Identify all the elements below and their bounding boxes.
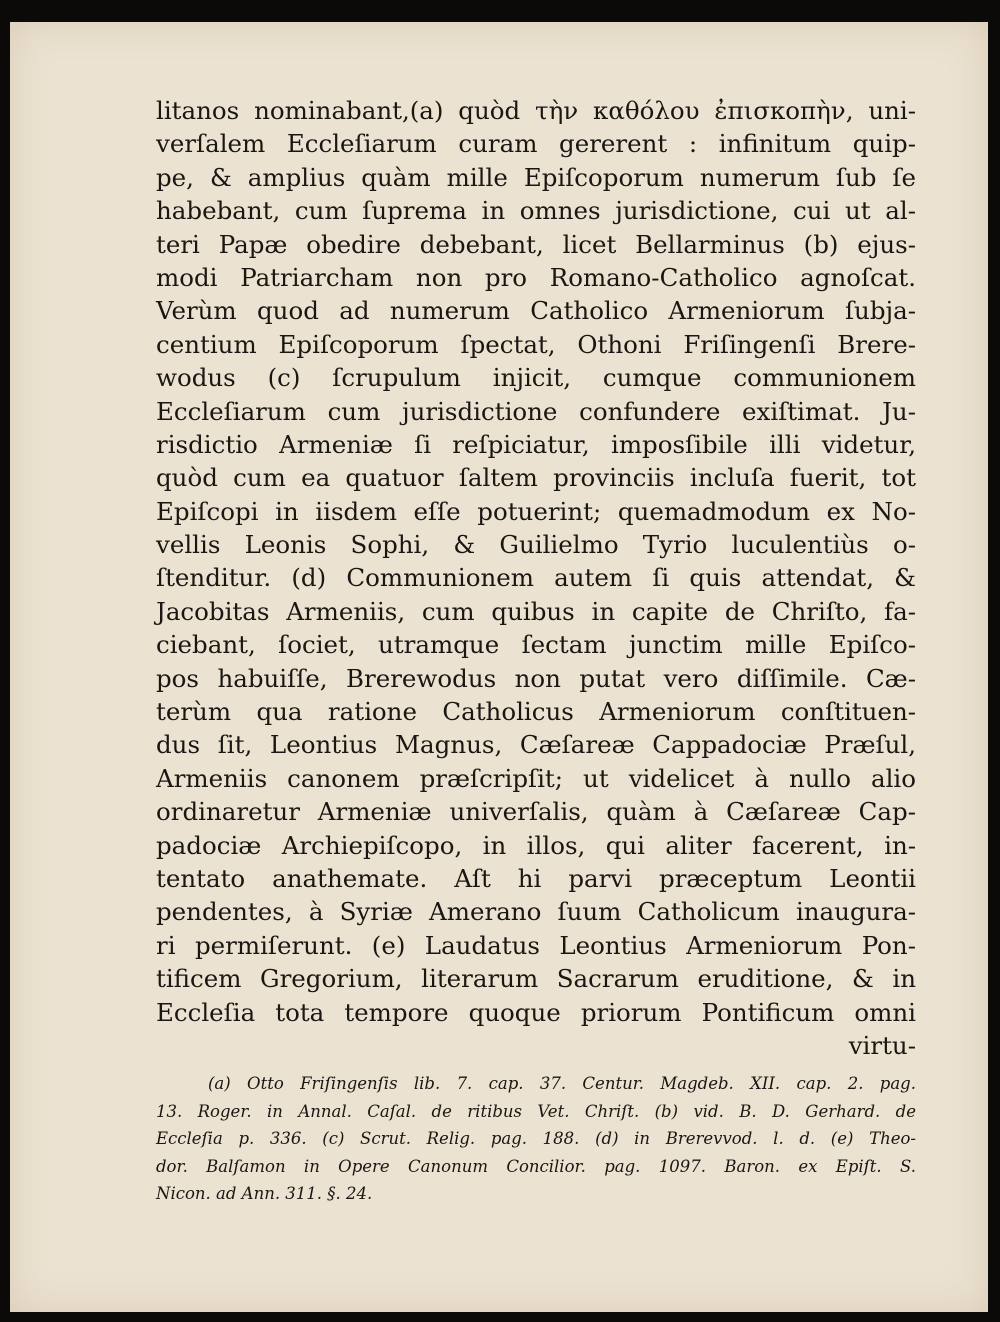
text-line: terùm qua ratione Catholicus Armeniorum conſtituen- [156,697,916,727]
footnote-line: dor. Balſamon in Opere Canonum Concilior. pag. 1097. Baron. ex Epiſt. S. [156,1156,916,1176]
text-line: habebant, cum ſuprema in omnes jurisdictione, cui ut al- [156,196,916,226]
text-line: centium Epiſcoporum ſpectat, Othoni Friſingenſi Brere- [156,329,916,359]
text-line: Eccleſiarum cum jurisdictione confundere exiſtimat. Ju- [156,396,916,426]
footnotes [156,1070,916,1208]
text-line: tificem Gregorium, literarum Sacrarum eruditione, & in [156,964,916,994]
text-line: Verùm quod ad numerum Catholico Armeniorum ſubja- [156,296,916,326]
catchword: virtu- [848,1030,916,1060]
text-line: ordinaretur Armeniæ univerſalis, quàm à Cæſareæ Cap- [156,797,916,827]
text-line: pe, & amplius quàm mille Epiſcoporum numerum ſub ſe [156,162,916,192]
text-line: ſtenditur. (d) Communionem autem ſi quis attendat, & [156,563,916,593]
text-line: risdictio Armeniæ ſi reſpiciatur, imposſibile illi videtur, [156,429,916,459]
text-line: vellis Leonis Sophi, & Guilielmo Tyrio luculentiùs o- [156,530,916,560]
text-line: Jacobitas Armeniis, cum quibus in capite de Chriſto, fa- [156,596,916,626]
text-line: tentato anathemate. Aſt hi parvi præceptum Leontii [156,863,916,893]
text-line: dus ſit, Leontius Magnus, Cæſareæ Cappadociæ Præſul, [156,730,916,760]
footnote-line: (a) Otto Friſingenſis lib. 7. cap. 37. Centur. Magdeb. XII. cap. 2. pag. [208,1074,916,1093]
text-line: Epiſcopi in iisdem eſſe potuerint; quemadmodum ex No- [156,496,916,526]
body-text [156,94,916,1062]
text-line: pendentes, à Syriæ Amerano ſuum Catholicum inaugura- [156,897,916,927]
text-line: litanos nominabant,(a) quòd τὴν καθόλου ἐπισκοπὴν, uni- [156,96,916,125]
text-line: modi Patriarcham non pro Romano-Catholico agnoſcat. [156,262,916,292]
text-line: teri Papæ obedire debebant, licet Bellarminus (b) ejus- [156,229,916,259]
footnote-line: Nicon. ad Ann. 311. §. 24. [156,1184,373,1203]
text-line: ri permiſerunt. (e) Laudatus Leontius Armeniorum Pon- [156,930,916,960]
text-line: padociæ Archiepiſcopo, in illos, qui aliter facerent, in- [156,830,916,860]
book-page [10,22,988,1312]
text-line: pos habuiſſe, Brerewodus non putat vero diſſimile. Cæ- [156,663,916,693]
text-line: Eccleſia tota tempore quoque priorum Pontificum omni [156,997,916,1027]
text-line: quòd cum ea quatuor ſaltem provinciis incluſa fuerit, tot [156,463,916,493]
text-line: verſalem Eccleſiarum curam gererent : infinitum quip- [156,129,916,159]
text-line: Armeniis canonem præſcripſit; ut videlicet à nullo alio [156,763,916,793]
text-line: ciebant, ſociet, utramque ſectam junctim mille Epiſco- [156,630,916,660]
footnote-line: 13. Roger. in Annal. Caſal. de ritibus Vet. Chriſt. (b) vid. B. D. Gerhard. de [156,1101,916,1121]
footnote-line: Eccleſia p. 336. (c) Scrut. Relig. pag. 188. (d) in Brerevvod. l. d. (e) Theo- [156,1129,916,1148]
text-line: wodus (c) ſcrupulum injicit, cumque communionem [156,363,916,393]
